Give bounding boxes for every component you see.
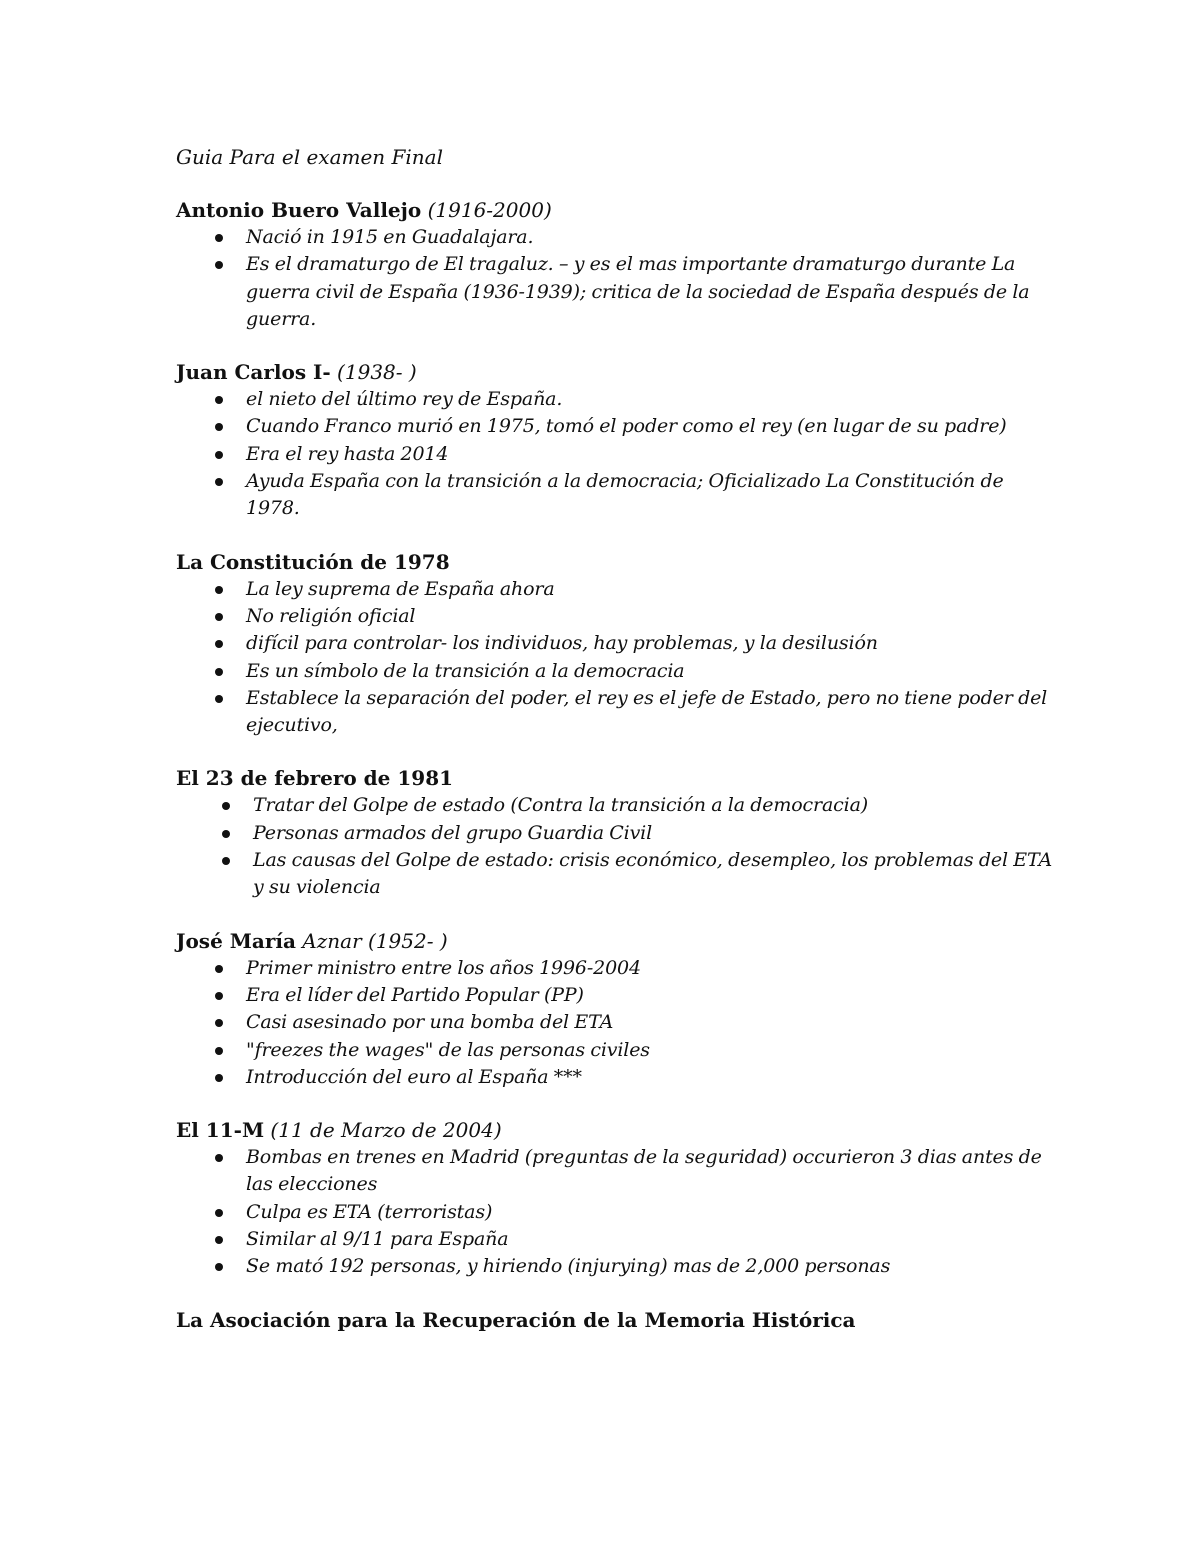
heading-italic: (1938- ) bbox=[330, 360, 417, 385]
bullet-list bbox=[176, 224, 1056, 333]
section-11-m bbox=[176, 1117, 1056, 1280]
list-item: Se mató 192 personas, y hiriendo (injurying) mas de 2,000 personas bbox=[246, 1253, 1056, 1280]
bullet-icon bbox=[215, 613, 223, 621]
list-item: Era el líder del Partido Popular (PP) bbox=[246, 982, 1056, 1009]
bullet-list bbox=[176, 576, 1056, 740]
heading-bold: La Constitución de 1978 bbox=[176, 549, 450, 574]
section-heading bbox=[176, 197, 1056, 224]
bullet-icon bbox=[215, 1154, 223, 1162]
heading-bold: El 23 de febrero de 1981 bbox=[176, 766, 454, 791]
bullet-icon bbox=[215, 234, 223, 242]
list-item: Cuando Franco murió en 1975, tomó el poder como el rey (en lugar de su padre) bbox=[246, 413, 1056, 440]
list-item: difícil para controlar- los individuos, hay problemas, y la desilusión bbox=[246, 630, 1056, 657]
heading-italic: Aznar (1952- ) bbox=[295, 928, 448, 953]
bullet-icon bbox=[215, 1019, 223, 1027]
section-heading bbox=[176, 359, 1056, 386]
bullet-icon bbox=[222, 830, 230, 838]
section-heading bbox=[176, 928, 1056, 955]
bullet-icon bbox=[215, 261, 223, 269]
bullet-icon bbox=[215, 1047, 223, 1055]
bullet-icon bbox=[215, 640, 223, 648]
list-item: Similar al 9/11 para España bbox=[246, 1226, 1056, 1253]
document-page bbox=[176, 143, 1056, 1360]
bullet-list bbox=[176, 1144, 1056, 1280]
list-item: La ley suprema de España ahora bbox=[246, 576, 1056, 603]
section-aznar bbox=[176, 928, 1056, 1091]
list-item: Era el rey hasta 2014 bbox=[246, 441, 1056, 468]
section-constitucion bbox=[176, 549, 1056, 740]
list-item: Personas armados del grupo Guardia Civil bbox=[246, 820, 1056, 847]
section-buero-vallejo bbox=[176, 197, 1056, 333]
bullet-icon bbox=[215, 1074, 223, 1082]
list-item: "freezes the wages" de las personas civiles bbox=[246, 1037, 1056, 1064]
list-item: Primer ministro entre los años 1996-2004 bbox=[246, 955, 1056, 982]
heading-italic: (1916-2000) bbox=[421, 198, 552, 222]
bullet-icon bbox=[215, 586, 223, 594]
bullet-list bbox=[176, 792, 1056, 901]
heading-italic: (11 de Marzo de 2004) bbox=[264, 1118, 502, 1143]
heading-bold: Antonio Buero Vallejo bbox=[176, 198, 422, 222]
list-item: Culpa es ETA (terroristas) bbox=[246, 1199, 1056, 1226]
heading-bold: Juan Carlos I- bbox=[176, 360, 331, 385]
list-item: Nació in 1915 en Guadalajara. bbox=[246, 224, 1056, 251]
list-item: Bombas en trenes en Madrid (preguntas de la seguridad) occurieron 3 dias antes de las elecciones bbox=[246, 1144, 1056, 1199]
section-heading bbox=[176, 765, 1056, 792]
section-memoria-historica bbox=[176, 1307, 1056, 1334]
bullet-list bbox=[176, 386, 1056, 522]
list-item: Introducción del euro al España *** bbox=[246, 1064, 1056, 1091]
heading-bold: La Asociación para la Recuperación de la Memoria Histórica bbox=[176, 1307, 856, 1332]
section-23-febrero bbox=[176, 765, 1056, 901]
list-item: Es un símbolo de la transición a la democracia bbox=[246, 658, 1056, 685]
heading-bold: José María bbox=[176, 928, 296, 953]
list-item: Las causas del Golpe de estado: crisis económico, desempleo, los problemas del ETA y su violencia bbox=[246, 847, 1056, 902]
bullet-icon bbox=[215, 992, 223, 1000]
section-heading bbox=[176, 549, 1056, 576]
bullet-icon bbox=[215, 1236, 223, 1244]
list-item: No religión oficial bbox=[246, 603, 1056, 630]
bullet-icon bbox=[215, 695, 223, 703]
bullet-icon bbox=[215, 965, 223, 973]
bullet-icon bbox=[215, 478, 223, 486]
section-juan-carlos bbox=[176, 359, 1056, 522]
bullet-icon bbox=[215, 451, 223, 459]
bullet-icon bbox=[215, 396, 223, 404]
list-item: Establece la separación del poder, el rey es el jefe de Estado, pero no tiene poder del ejecutivo, bbox=[246, 685, 1056, 740]
bullet-icon bbox=[215, 1209, 223, 1217]
list-item: Tratar del Golpe de estado (Contra la transición a la democracia) bbox=[246, 792, 1056, 819]
bullet-icon bbox=[222, 857, 230, 865]
bullet-icon bbox=[222, 802, 230, 810]
bullet-icon bbox=[215, 423, 223, 431]
heading-bold: El 11-M bbox=[176, 1118, 265, 1143]
bullet-icon bbox=[215, 1263, 223, 1271]
section-heading bbox=[176, 1117, 1056, 1144]
list-item: Ayuda España con la transición a la democracia; Oficializado La Constitución de 1978. bbox=[246, 468, 1056, 523]
bullet-icon bbox=[215, 668, 223, 676]
section-heading bbox=[176, 1307, 1056, 1334]
bullet-list bbox=[176, 955, 1056, 1091]
list-item: Es el dramaturgo de El tragaluz. – y es el mas importante dramaturgo durante La guerra civil de España (1936-1939); critica de la sociedad de España después de la guerra. bbox=[246, 251, 1056, 333]
list-item: Casi asesinado por una bomba del ETA bbox=[246, 1009, 1056, 1036]
document-title: Guia Para el examen Final bbox=[176, 145, 444, 169]
list-item: el nieto del último rey de España. bbox=[246, 386, 1056, 413]
